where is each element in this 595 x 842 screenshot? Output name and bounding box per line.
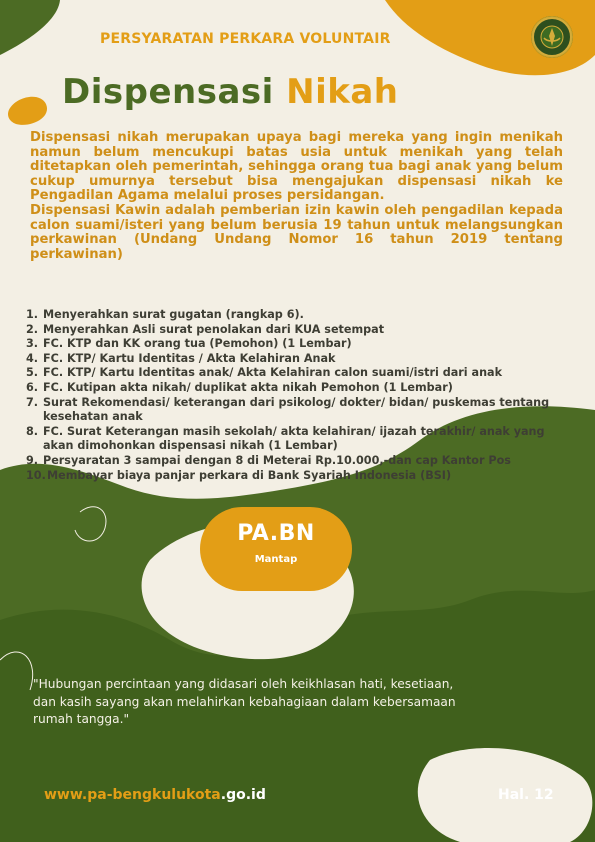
requirements-list	[26, 308, 574, 483]
badge-title: PA.BN	[237, 521, 315, 546]
list-item: 9. Persyaratan 3 sampai dengan 8 di Meterai Rp.10.000,-dan cap Kantor Pos	[26, 453, 511, 467]
list-item: 1. Menyerahkan surat gugatan (rangkap 6).	[26, 308, 304, 321]
list-item: 3. FC. KTP dan KK orang tua (Pemohon) (1 Lembar)	[26, 337, 352, 351]
intro-paragraph-1: Dispensasi nikah merupakan upaya bagi mereka yang ingin menikah namun belum mencukupi batas usia untuk menikah yang telah ditetapkan oleh pemerintah, sehingga orang tua bagi anak yang belum cukup umurnya tersebut bisa mengajukan dispensasi nikah ke Pengadilan Agama melalui proses persidangan.	[30, 130, 563, 204]
website-url-part-2: .go.id	[220, 787, 266, 803]
pabn-badge	[200, 507, 352, 591]
list-item: 10. Membayar biaya panjar perkara di Bank Syariah Indonesia (BSI)	[26, 468, 452, 482]
list-item: 2. Menyerahkan Asli surat penolakan dari KUA setempat	[26, 322, 385, 336]
title-part-1: Dispensasi	[62, 72, 274, 112]
title-part-2: Nikah	[286, 72, 399, 112]
page-title	[62, 72, 399, 112]
website-link[interactable]	[44, 787, 266, 803]
list-item: 4. FC. KTP/ Kartu Identitas / Akta Kelahiran Anak	[26, 351, 336, 365]
list-item: 7. Surat Rekomendasi/ keterangan dari psikolog/ dokter/ bidan/ puskemas tentang kesehatan anak	[26, 395, 550, 424]
page-number: Hal. 12	[498, 787, 554, 803]
badge-tagline: Mantap	[254, 554, 298, 565]
court-emblem-icon	[531, 16, 573, 58]
quote-text: "Hubungan percintaan yang didasari oleh keikhlasan hati, kesetiaan, dan kasih sayang akan melahirkan kebahagiaan dalam kebersamaan rumah tangga."	[33, 677, 456, 726]
intro-text	[30, 131, 563, 262]
list-item: 5. FC. KTP/ Kartu Identitas anak/ Akta Kelahiran calon suami/istri dari anak	[26, 366, 503, 380]
list-item: 6. FC. Kutipan akta nikah/ duplikat akta nikah Pemohon (1 Lembar)	[26, 380, 453, 394]
website-url-part-1: www.pa-bengkulukota	[44, 787, 221, 803]
intro-paragraph-2: Dispensasi Kawin adalah pemberian izin kawin oleh pengadilan kepada calon suami/isteri yang belum berusia 19 tahun untuk melangsungkan perkawinan (Undang Undang Nomor 16 tahun 2019 tentang perkawinan)	[30, 202, 563, 262]
list-item: 8. FC. Surat Keterangan masih sekolah/ akta kelahiran/ ijazah terakhir/ anak yang akan dimohonkan dispensasi nikah (1 Lembar)	[26, 424, 545, 453]
page-subtitle: PERSYARATAN PERKARA VOLUNTAIR	[100, 31, 391, 47]
